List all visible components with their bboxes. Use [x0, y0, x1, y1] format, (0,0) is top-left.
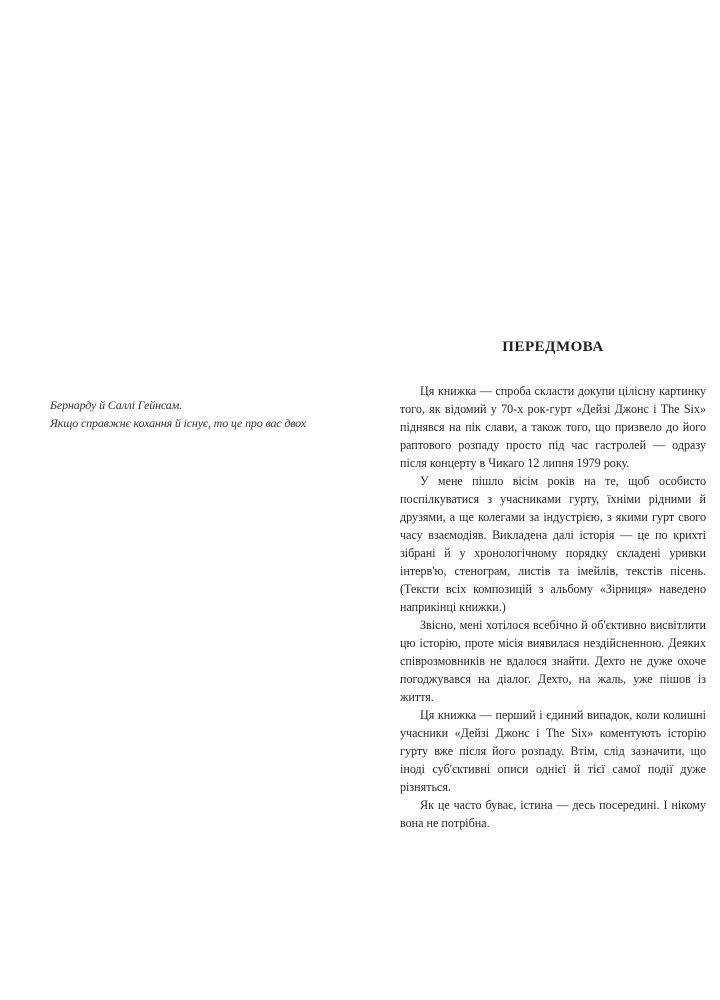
preface-paragraph: У мене пішло вісім років на те, щоб особисто поспілкуватися з учасниками гурту, їхніми рідними й друзями, а ще колегами за індустрією, з якими гурт свого часу взаємодіяв. Викладена далі історія — це по крихті зібрані й у хронологічному порядку складені уривки інтерв'ю, стенограм, листів та імейлів, текстів пісень. (Тексти всіх композицій з альбому «Зірниця» наведено наприкінці книжки.) — [400, 474, 706, 614]
dedication-line-1: Бернарду й Саллі Гейнсам. — [50, 398, 182, 412]
preface-body — [400, 382, 706, 832]
dedication-line-2: Якщо справжнє кохання й існує, то це про вас двох — [50, 416, 306, 430]
preface-paragraph: Звісно, мені хотілося всебічно й об'єктивно висвітлити цю історію, проте місія виявилася нездійсненною. Деяких співрозмовників не вдалося знайти. Дехто не дуже охоче погоджувався на діалог. Дехто, на жаль, уже пішов із життя. — [400, 618, 706, 704]
preface-paragraph: Як це часто буває, істина — десь посередині. І нікому вона не потрібна. — [400, 798, 706, 830]
preface-title: ПЕРЕДМОВА — [502, 339, 604, 355]
right-page — [360, 0, 720, 1000]
preface-paragraph: Ця книжка — спроба скласти докупи цілісну картинку того, як відомий у 70-х рок-гурт «Дейзі Джонс і The Six» піднявся на пік слави, а також того, що призвело до його раптового розпаду просто під час гастролей — одразу після концерту в Чикаго 12 липня 1979 року. — [400, 384, 706, 470]
dedication — [50, 396, 350, 432]
preface-paragraph: Ця книжка — перший і єдиний випадок, коли колишні учасники «Дейзі Джонс і The Six» коментують історію гурту вже після його розпаду. Втім, слід зазначити, що іноді суб'єктивні описи однієї й тієї самої події дуже різняться. — [400, 708, 706, 794]
